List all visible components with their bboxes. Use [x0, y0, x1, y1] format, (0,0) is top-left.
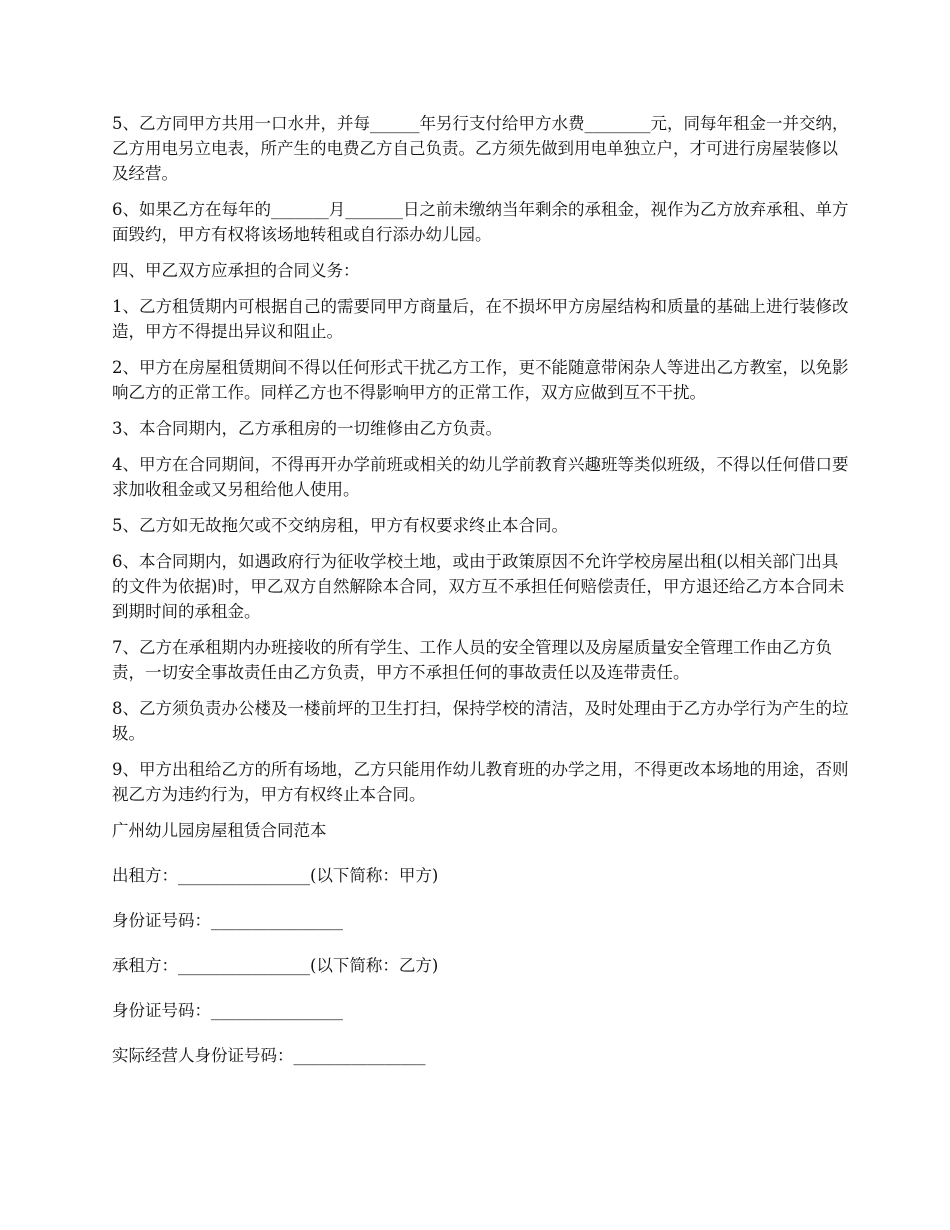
contract-template-title: 广州幼儿园房屋租赁合同范本 [112, 821, 327, 840]
obligation-3: 3、本合同期内，乙方承租房的一切维修由乙方负责。 [112, 419, 502, 438]
obligation-6: 6、本合同期内，如遇政府行为征收学校土地，或由于政策原因不允许学校房屋出租(以相关部门出具的文件为依据)时，甲乙双方自然解除本合同，双方互不承担任何赔偿责任，甲方退还给乙方本合同未到期时间的承租金。 [112, 552, 845, 621]
lessor-id-line: 身份证号码：________________ [112, 911, 343, 930]
obligation-7: 7、乙方在承租期内办班接收的所有学生、工作人员的安全管理以及房屋质量安全管理工作由乙方负责，一切安全事故责任由乙方负责，甲方不承担任何的事故责任以及连带责任。 [112, 638, 832, 682]
obligation-1: 1、乙方租赁期内可根据自己的需要同甲方商量后，在不损坏甲方房屋结构和质量的基础上进行装修改造，甲方不得提出异议和阻止。 [112, 297, 849, 341]
obligation-9: 9、甲方出租给乙方的所有场地，乙方只能用作幼儿教育班的办学之用，不得更改本场地的用途，否则视乙方为违约行为，甲方有权终止本合同。 [112, 760, 849, 804]
clause-water-fee: 5、乙方同甲方共用一口水井，并每______年另行支付给甲方水费________元，同每年租金一并交纳，乙方用电另立电表，所产生的电费乙方自己负责。乙方须先做到用电单独立户，才可进行房屋装修以及经营。 [112, 114, 849, 183]
lessor-line: 出租方：________________(以下简称：甲方) [112, 866, 439, 885]
operator-id-line: 实际经营人身份证号码：________________ [112, 1046, 426, 1065]
obligation-8: 8、乙方须负责办公楼及一楼前坪的卫生打扫，保持学校的清洁，及时处理由于乙方办学行为产生的垃圾。 [112, 699, 849, 743]
section-heading-obligations: 四、甲乙双方应承担的合同义务： [112, 261, 360, 280]
lessee-id-line: 身份证号码：________________ [112, 1001, 343, 1020]
clause-payment-deadline: 6、如果乙方在每年的_______月_______日之前未缴纳当年剩余的承租金，视作为乙方放弃承租、单方面毁约，甲方有权将该场地转租或自行添办幼儿园。 [112, 200, 849, 244]
lessee-line: 承租方：________________(以下简称：乙方) [112, 956, 439, 975]
obligation-4: 4、甲方在合同期间，不得再开办学前班或相关的幼儿学前教育兴趣班等类似班级，不得以任何借口要求加收租金或又另租给他人使用。 [112, 455, 849, 499]
obligation-5: 5、乙方如无故拖欠或不交纳房租，甲方有权要求终止本合同。 [112, 516, 568, 535]
document-body [112, 111, 852, 1088]
obligation-2: 2、甲方在房屋租赁期间不得以任何形式干扰乙方工作，更不能随意带闲杂人等进出乙方教室，以免影响乙方的正常工作。同样乙方也不得影响甲方的正常工作，双方应做到互不干扰。 [112, 358, 849, 402]
